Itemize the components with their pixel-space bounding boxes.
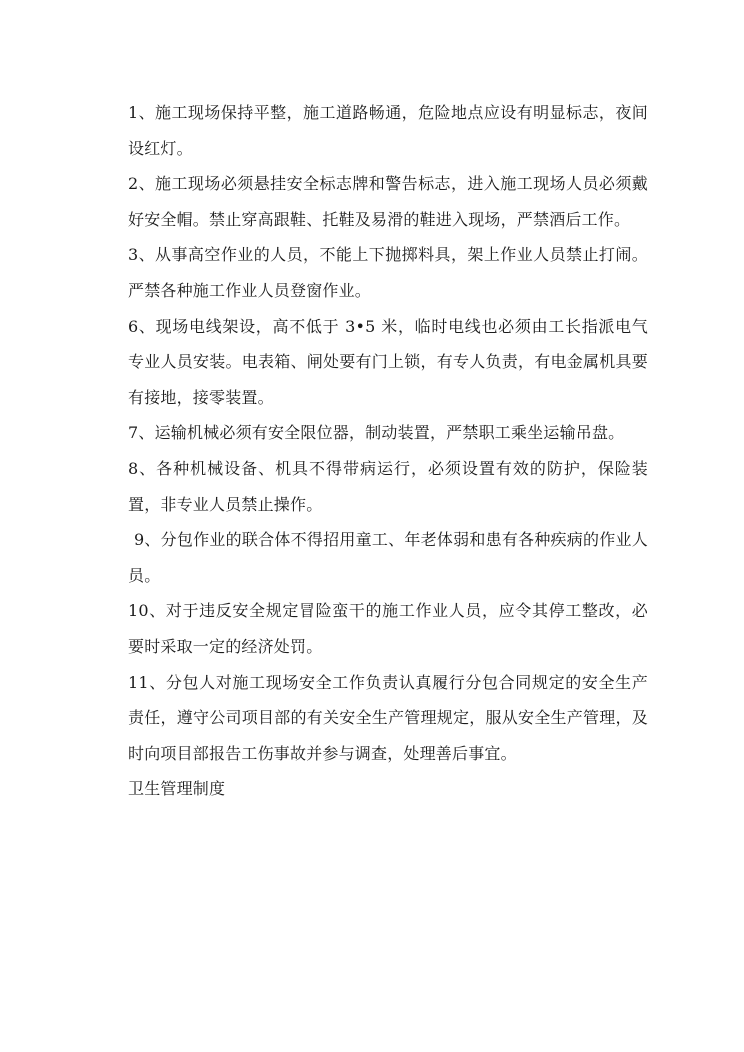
rule-paragraph-9: 9、分包作业的联合体不得招用童工、年老体弱和患有各种疾病的作业人员。 [128,530,648,585]
rule-paragraph-2: 2、施工现场必须悬挂安全标志牌和警告标志，进入施工现场人员必须戴好安全帽。禁止穿高跟鞋、托鞋及易滑的鞋进入现场，严禁酒后工作。 [128,174,648,229]
rule-paragraph-8: 8、各种机械设备、机具不得带病运行，必须设置有效的防护，保险装置，非专业人员禁止操作。 [128,458,648,514]
rule-paragraph-1: 1、施工现场保持平整，施工道路畅通，危险地点应设有明显标志，夜间设红灯。 [128,103,648,158]
rule-paragraph-7: 7、运输机械必须有安全限位器，制动装置，严禁职工乘坐运输吊盘。 [128,423,625,443]
rule-paragraph-6: 6、现场电线架设，高不低于 3•5 米，临时电线也必须由工长指派电气专业人员安装。电表箱、闸处要有门上锁，有专人负责，有电金属机具要有接地，接零装置。 [128,316,648,407]
document-body [128,95,648,807]
rule-paragraph-10: 10、对于违反安全规定冒险蛮干的施工作业人员，应令其停工整改，必要时采取一定的经济处罚。 [128,601,648,656]
section-heading: 卫生管理制度 [128,779,226,799]
rule-paragraph-11: 11、分包人对施工现场安全工作负责认真履行分包合同规定的安全生产责任，遵守公司项目部的有关安全生产管理规定，服从安全生产管理，及时向项目部报告工伤事故并参与调查，处理善后事宜。 [128,672,648,763]
rule-paragraph-3: 3、从事高空作业的人员，不能上下抛掷料具，架上作业人员禁止打闹。严禁各种施工作业人员登窗作业。 [128,245,648,300]
